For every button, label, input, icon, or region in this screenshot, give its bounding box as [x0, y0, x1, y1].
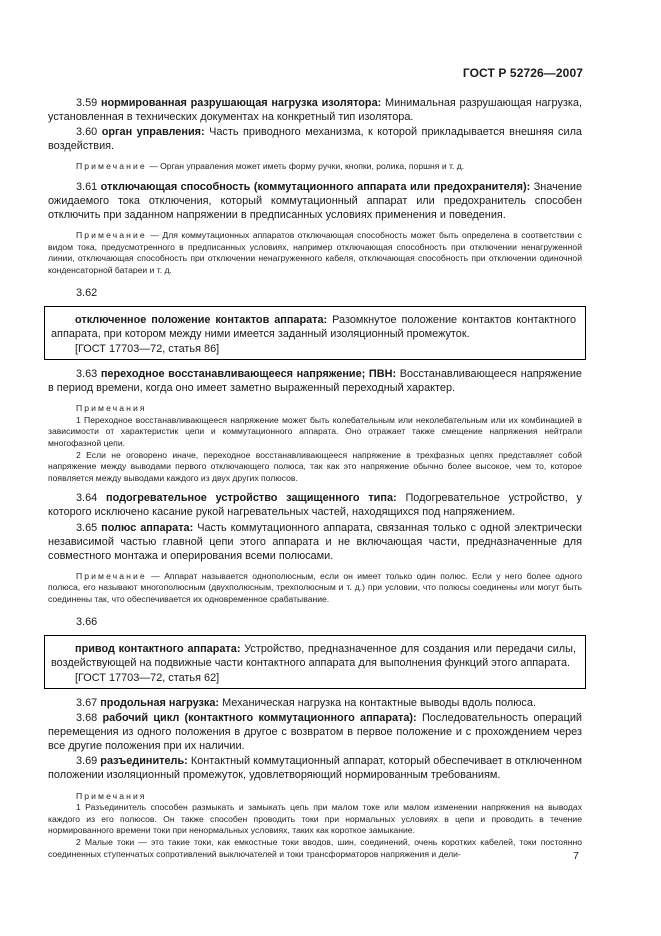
- clause-3-59: 3.59 нормированная разрушающая нагрузка изолятора: Минимальная разрушающая нагрузка, установленная в технических документах на конкретный тип изолятора.: [48, 97, 582, 124]
- quoted-definition-box: [44, 635, 586, 689]
- clause-3-60: 3.60 орган управления: Часть приводного механизма, к которой прикладывается внешняя сила воздействия.: [48, 126, 582, 153]
- document-body: [48, 96, 582, 860]
- clause-3-62-number: 3.62: [76, 286, 98, 299]
- clause-3-67: 3.67 продольная нагрузка: Механическая нагрузка на контактные выводы вдоль полюса.: [76, 696, 536, 709]
- clause-3-68: 3.68 рабочий цикл (контактного коммутационного аппарата): Последовательность операций перемещения из одного положения в другое с возвратом в первое положение и с прохождением через все другие положения при их наличии.: [48, 712, 582, 753]
- term: подогревательное устройство защищенного типа:: [106, 492, 397, 505]
- notes-heading: Примечания: [76, 403, 147, 414]
- source-reference: [ГОСТ 17703—72, статья 62]: [75, 671, 220, 684]
- term: привод контактного аппарата:: [75, 642, 241, 655]
- note-item: 2 Если не оговорено иначе, переходное восстанавливающееся напряжение в трехфазных цепях представляет собой напряжение между выводами первого отключающего полюса, так как это напряжение обычно более высокое, чем то, которое появляется между выводами каждого из двух других полюсов.: [48, 449, 582, 483]
- note-item: 1 Переходное восстанавливающееся напряжение может быть колебательным или неколебательным или их комбинацией в зависимости от характеристик цепи и коммутационного аппарата. Оно отражает также смещение напряжения нейтрали многофазной цепи.: [48, 414, 582, 448]
- clause-3-61: 3.61 отключающая способность (коммутационного аппарата или предохранителя): Значение ожидаемого тока отключения, который коммутационный аппарат или предохранитель способен отключить при заданном напряжении в предписанных условиях применения и поведения.: [48, 180, 583, 222]
- clause-3-66-number: 3.66: [76, 615, 98, 628]
- clause-3-63: 3.63 переходное восстанавливающееся напряжение; ПВН: Восстанавливающееся напряжение в период времени, когда оно имеет заметно выраженный переходный характер.: [48, 368, 582, 395]
- clause-3-62: отключенное положение контактов аппарата: Разомкнутое положение контактов контактного аппарата, при котором между ними имеется заданный изоляционный промежуток.: [51, 313, 577, 340]
- clause-3-64: 3.64 подогревательное устройство защищенного типа: Подогревательное устройство, у которого исключено касание рукой нагревательных частей, находящихся под напряжением.: [48, 492, 582, 519]
- clause-3-65: 3.65 полюс аппарата: Часть коммутационного аппарата, связанная только с одной электрически независимой частью главной цепи этого аппарата и не включающая части, предназначенные для совместного монтажа и оперирования всеми полюсами.: [48, 521, 582, 562]
- source-reference: [ГОСТ 17703—72, статья 86]: [75, 342, 220, 355]
- note-3-61: Примечание — Для коммутационных аппаратов отключающая способность может быть определена в соответствии с видом тока, предусмотренного в предписанных условиях, например отключающая способность при отключении ненагруженной линии, отключающая способность при отключении ненагруженного кабеля, отключающая способность при отключении одиночной конденсаторной батареи и т. д.: [48, 230, 582, 276]
- note-item: 2 Малые токи — это такие токи, как емкостные токи вводов, шин, соединений, очень коротких кабелей, токи постоянно соединенных ступенчатых сопротивлений выключателей и токи трансформаторов напряжения и дели-: [48, 836, 582, 859]
- clause-3-66: привод контактного аппарата: Устройство, предназначенное для создания или передачи силы, воздействующей на подвижные части контактного аппарата для выполнения функций этого аппарата.: [51, 642, 576, 669]
- term: переходное восстанавливающееся напряжение;: [100, 368, 366, 380]
- term: полюс аппарата:: [101, 521, 194, 534]
- term: орган управления:: [101, 126, 205, 139]
- note-item: 1 Разъединитель способен размыкать и замыкать цепь при малом токе или малом изменении напряжения на выводах каждого из его полюсов. Он также способен проводить токи при нормальных условиях в цепи и проводить в течение нормированного времени токи при ненормальных условиях, таких как короткое замыкание.: [48, 802, 582, 836]
- term: продольная нагрузка:: [100, 696, 220, 709]
- term: разъединитель:: [100, 755, 188, 768]
- note-3-65: Примечание — Аппарат называется однополюсным, если он имеет только один полюс. Если у него более одного полюса, его называют многополюсным (двухполюсным, трехполюсным и т. д.) при условии, что полюсы соединены или могут быть соединены так, что обеспечивается их одновременное срабатывание.: [48, 570, 582, 604]
- document-number: ГОСТ Р 52726—2007: [462, 66, 583, 80]
- term: рабочий цикл (контактного коммутационного аппарата):: [102, 712, 417, 725]
- term: отключающая способность (коммутационного аппарата или предохранителя):: [100, 180, 531, 193]
- note-3-60: Примечание — Орган управления может иметь форму ручки, кнопки, ролика, поршня и т. д.: [76, 161, 465, 172]
- clause-3-69: 3.69 разъединитель: Контактный коммутационный аппарат, который обеспечивает в отключенном положении изоляционный промежуток, удовлетворяющий нормированным требованиям.: [48, 755, 582, 782]
- notes-heading: Примечания: [76, 790, 147, 801]
- term: отключенное положение контактов аппарата:: [75, 313, 328, 326]
- quoted-definition-box: [44, 306, 586, 360]
- page-number: 7: [573, 850, 579, 862]
- term: нормированная разрушающая нагрузка изолятора:: [100, 97, 382, 109]
